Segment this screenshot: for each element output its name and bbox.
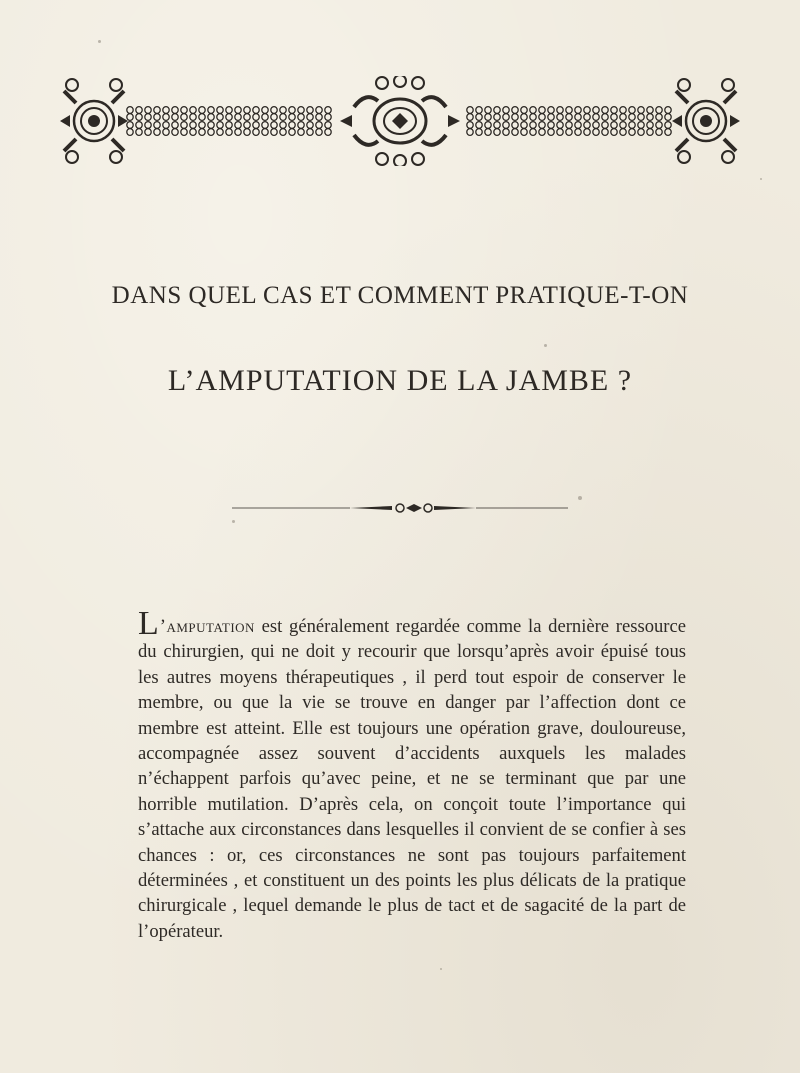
chain-link — [620, 122, 626, 129]
chain-link — [539, 107, 545, 114]
chain-link — [208, 114, 214, 121]
chain-link — [656, 129, 662, 136]
chain-link — [647, 114, 653, 121]
chain-link — [271, 114, 277, 121]
chain-link — [638, 114, 644, 121]
chain-link — [485, 122, 491, 129]
chain-link — [638, 122, 644, 129]
chain-link — [575, 114, 581, 121]
chain-link — [503, 122, 509, 129]
chain-link — [298, 114, 304, 121]
chain-link — [512, 114, 518, 121]
chain-link — [548, 122, 554, 129]
decorative-divider — [232, 500, 568, 516]
chain-link — [307, 114, 313, 121]
chain-link — [494, 114, 500, 121]
chain-link — [566, 114, 572, 121]
chain-link — [530, 114, 536, 121]
chain-link — [611, 129, 617, 136]
chain-link — [289, 114, 295, 121]
chain-link — [566, 129, 572, 136]
body-paragraph — [138, 605, 686, 944]
paper-speck — [98, 40, 101, 43]
chain-link — [629, 107, 635, 114]
chain-link — [620, 129, 626, 136]
chain-link — [217, 107, 223, 114]
chain-link — [548, 129, 554, 136]
paper-speck — [232, 520, 235, 523]
lead-word: ’amputation — [159, 616, 255, 637]
chain-link — [485, 114, 491, 121]
chain-link — [476, 107, 482, 114]
chain-link — [235, 107, 241, 114]
chain-link — [316, 129, 322, 136]
chain-link — [503, 114, 509, 121]
chain-link — [253, 129, 259, 136]
chain-link — [136, 107, 142, 114]
chain-link — [199, 107, 205, 114]
chain-link — [244, 114, 250, 121]
chain-link — [620, 114, 626, 121]
chain-link — [557, 107, 563, 114]
chain-link — [611, 122, 617, 129]
chain-link — [647, 129, 653, 136]
chain-link — [494, 129, 500, 136]
chain-link — [575, 122, 581, 129]
chain-link — [620, 107, 626, 114]
chain-link — [244, 129, 250, 136]
chain-link — [208, 122, 214, 129]
chain-link — [253, 122, 259, 129]
chain-link — [521, 114, 527, 121]
chain-link — [127, 122, 133, 129]
chain-link — [208, 129, 214, 136]
chain-link — [584, 107, 590, 114]
chain-link — [325, 122, 331, 129]
chain-link — [316, 122, 322, 129]
chain-link — [665, 122, 671, 129]
chain-link — [154, 114, 160, 121]
chain-link — [280, 122, 286, 129]
chain-link — [638, 107, 644, 114]
chain-link — [476, 114, 482, 121]
chain-link — [557, 129, 563, 136]
chain-link — [181, 114, 187, 121]
chain-link — [539, 114, 545, 121]
chain-link — [593, 122, 599, 129]
drop-cap: L — [138, 605, 159, 642]
chain-link — [602, 107, 608, 114]
chain-link — [557, 122, 563, 129]
chain-link — [647, 107, 653, 114]
chain-link — [467, 107, 473, 114]
chain-link — [280, 129, 286, 136]
chain-link — [629, 129, 635, 136]
chain-link — [602, 129, 608, 136]
chain-link — [521, 122, 527, 129]
chain-link — [316, 107, 322, 114]
chain-link — [656, 114, 662, 121]
chain-link — [602, 122, 608, 129]
chain-link — [325, 114, 331, 121]
chain-link — [307, 122, 313, 129]
chain-link — [271, 129, 277, 136]
chain-link — [530, 122, 536, 129]
chain-link — [244, 107, 250, 114]
chain-link — [485, 107, 491, 114]
chain-link — [199, 114, 205, 121]
chain-link — [136, 129, 142, 136]
chain-link — [217, 114, 223, 121]
chain-link — [262, 114, 268, 121]
chain-link — [593, 114, 599, 121]
chain-link — [181, 129, 187, 136]
chain-link — [262, 129, 268, 136]
chain-link — [503, 129, 509, 136]
chain-link — [190, 114, 196, 121]
chain-link — [503, 107, 509, 114]
headpiece-ornament — [60, 76, 740, 166]
chain-link — [476, 129, 482, 136]
chain-link — [629, 114, 635, 121]
chain-link — [566, 107, 572, 114]
chain-link — [584, 122, 590, 129]
chain-link — [217, 129, 223, 136]
chain-link — [217, 122, 223, 129]
chain-link — [665, 129, 671, 136]
chain-link — [656, 122, 662, 129]
chain-link — [226, 129, 232, 136]
chain-link — [190, 107, 196, 114]
chain-link — [271, 107, 277, 114]
chain-link — [557, 114, 563, 121]
chain-link — [208, 107, 214, 114]
chain-link — [154, 107, 160, 114]
chain-link — [602, 114, 608, 121]
chain-link — [298, 122, 304, 129]
chain-link — [521, 129, 527, 136]
chain-link — [611, 107, 617, 114]
chain-link — [289, 107, 295, 114]
chain-link — [656, 107, 662, 114]
chain-link — [253, 107, 259, 114]
chain-link — [181, 122, 187, 129]
chain-link — [539, 122, 545, 129]
chain-link — [136, 114, 142, 121]
right-medallion — [672, 79, 740, 163]
chain-link — [271, 122, 277, 129]
chain-link — [584, 114, 590, 121]
chain-link — [253, 114, 259, 121]
chain-link — [611, 114, 617, 121]
chain-link — [235, 129, 241, 136]
chain-link — [127, 114, 133, 121]
chain-link — [494, 107, 500, 114]
chain-link — [530, 129, 536, 136]
chain-link — [163, 129, 169, 136]
chain-link — [512, 129, 518, 136]
chain-link — [280, 107, 286, 114]
chain-link — [467, 122, 473, 129]
chain-link — [145, 122, 151, 129]
chain-link — [467, 129, 473, 136]
chain-link — [629, 122, 635, 129]
chain-link — [307, 107, 313, 114]
chain-link — [181, 107, 187, 114]
chain-link — [226, 122, 232, 129]
chain-link — [145, 107, 151, 114]
chain-link — [467, 114, 473, 121]
chain-link — [163, 122, 169, 129]
chain-link — [244, 122, 250, 129]
left-medallion — [60, 79, 128, 163]
chain-link — [494, 122, 500, 129]
chain-link — [593, 129, 599, 136]
chain-link — [289, 129, 295, 136]
chain-link — [298, 107, 304, 114]
chain-link — [548, 114, 554, 121]
chain-link — [316, 114, 322, 121]
chain-link — [539, 129, 545, 136]
paper-speck — [544, 344, 547, 347]
chain-link — [145, 129, 151, 136]
chain-link — [235, 114, 241, 121]
paper-speck — [760, 178, 762, 180]
chain-link — [226, 114, 232, 121]
chain-link — [289, 122, 295, 129]
paragraph-text: est généralement regardée comme la dernière ressource du chirurgien, qui ne doit y recourir que lorsqu’après avoir épuisé tous les autres moyens thérapeutiques , il perd tout espoir de conserver le membre, ou que la vie se trouve en danger par l’affection dont ce membre est atteint. Elle est toujours une opération grave, douloureuse, accompagnée assez souvent d’accidents auxquels les malades n’échappent parfois qu’avec peine, et ne se terminant que par une horrible mutilation. D’après cela, on conçoit toute l’importance qui s’attache aux circonstances dans lesquelles il convient de se confier à ses chances : or, ces circonstances ne sont pas toujours parfaitement déterminées , et constituent un des points les plus délicats de la pratique chirurgicale , lequel demande le plus de tact et de sagacité de la part de l’opérateur. — [138, 616, 686, 942]
chain-link — [665, 107, 671, 114]
chain-link — [566, 122, 572, 129]
chain-link — [298, 129, 304, 136]
chain-link — [575, 107, 581, 114]
chain-link — [172, 122, 178, 129]
chain-link — [199, 129, 205, 136]
chain-link — [638, 129, 644, 136]
chain-link — [235, 122, 241, 129]
chain-link — [325, 107, 331, 114]
paper-speck — [440, 968, 442, 970]
chain-link — [154, 129, 160, 136]
chain-link — [136, 122, 142, 129]
chain-link — [190, 122, 196, 129]
chain-link — [593, 107, 599, 114]
title-line-1: DANS QUEL CAS ET COMMENT PRATIQUE-T-ON — [111, 282, 689, 309]
chain-link — [154, 122, 160, 129]
chain-band-left — [127, 107, 331, 136]
chain-link — [145, 114, 151, 121]
chain-link — [307, 129, 313, 136]
chain-link — [163, 114, 169, 121]
chain-link — [512, 107, 518, 114]
chain-link — [512, 122, 518, 129]
chain-link — [665, 114, 671, 121]
chain-link — [190, 129, 196, 136]
chain-link — [647, 122, 653, 129]
chain-link — [476, 122, 482, 129]
chain-link — [262, 122, 268, 129]
chain-link — [226, 107, 232, 114]
chain-link — [163, 107, 169, 114]
paper-speck — [578, 496, 582, 500]
title-line-2: L’AMPUTATION DE LA JAMBE ? — [167, 364, 633, 397]
chain-link — [584, 129, 590, 136]
chain-link — [530, 107, 536, 114]
chain-band-right — [467, 107, 671, 136]
chain-link — [127, 129, 133, 136]
chain-link — [199, 122, 205, 129]
chain-link — [548, 107, 554, 114]
chain-link — [262, 107, 268, 114]
center-medallion — [340, 76, 460, 166]
chain-link — [172, 107, 178, 114]
chain-link — [172, 114, 178, 121]
chain-link — [575, 129, 581, 136]
chain-link — [325, 129, 331, 136]
chain-link — [127, 107, 133, 114]
chain-link — [280, 114, 286, 121]
chain-link — [172, 129, 178, 136]
chain-link — [521, 107, 527, 114]
chain-link — [485, 129, 491, 136]
